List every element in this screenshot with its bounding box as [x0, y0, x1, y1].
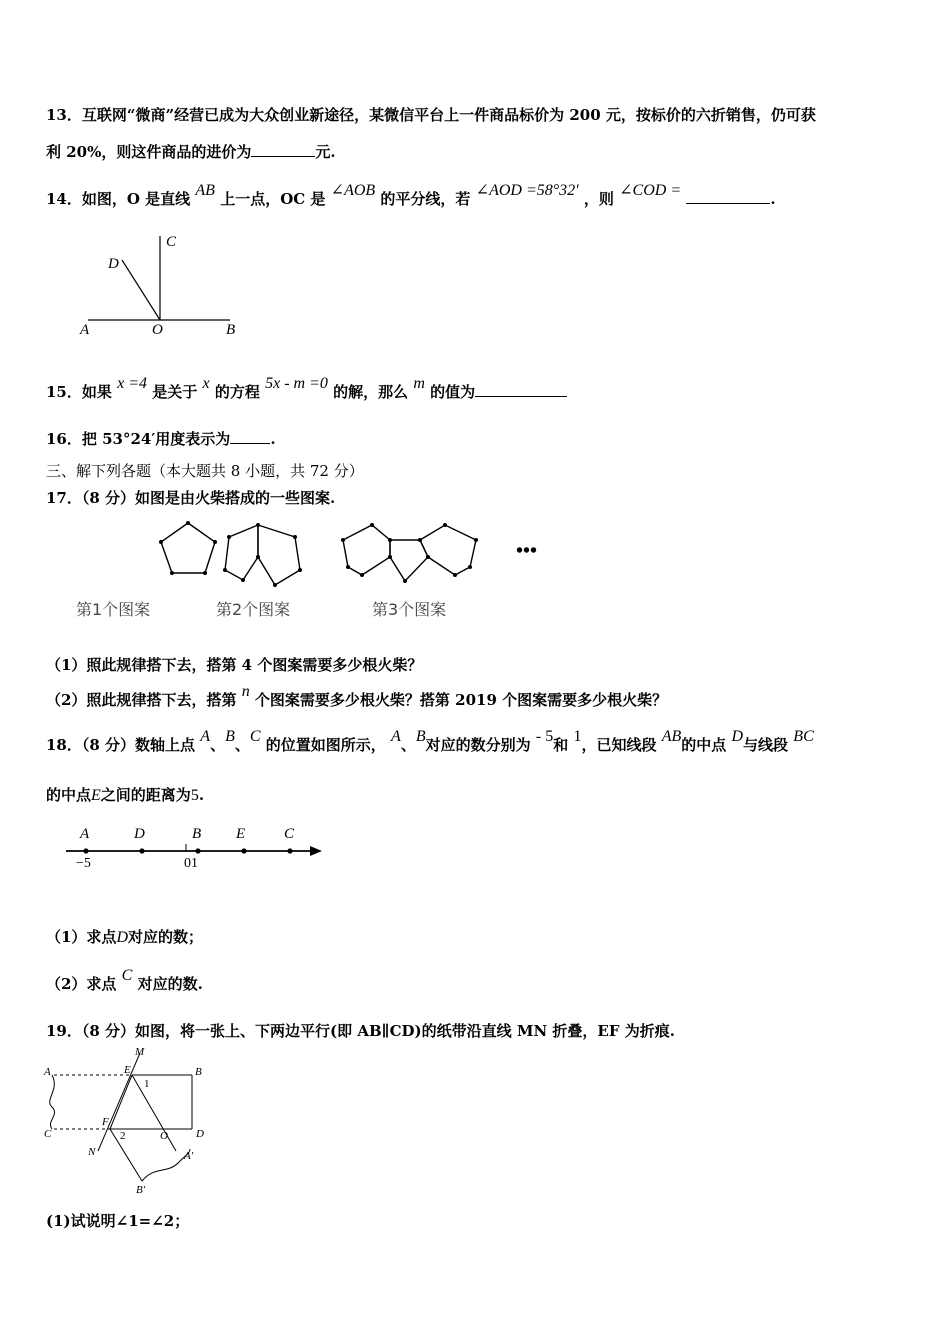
fig14-label-D: D: [108, 256, 119, 272]
q18-math-A2: A: [391, 728, 401, 745]
q13-line2: [46, 141, 336, 162]
q13-answer-blank: [251, 142, 315, 157]
q17-sub2-text-2: 个图案需要多少根火柴？搭第 2019 个图案需要多少根火柴？: [254, 691, 668, 709]
fig18-label-E: E: [236, 826, 246, 842]
fig19-label-M: M: [135, 1046, 145, 1058]
fig19-label-A-prime: A′: [184, 1150, 194, 1162]
q14-end: .: [770, 190, 776, 208]
q18-math-A: A: [200, 728, 211, 745]
fig19-label-B-prime: B′: [136, 1184, 146, 1196]
q18-sub2-text-2: 对应的数.: [137, 975, 203, 993]
q18-math-C: C: [249, 728, 261, 745]
q17-math-n: n: [241, 683, 250, 700]
q16-line: [46, 428, 276, 449]
fig19-label-B: B: [195, 1066, 202, 1078]
q18-text-7: 与线段: [743, 736, 789, 754]
q18-math-one: 1: [573, 728, 582, 745]
fig19-label-1: 1: [144, 1078, 150, 1090]
q18-text-5: ，已知线段: [581, 736, 657, 754]
q14-text-1: 14．如图，O 是直线: [46, 190, 191, 208]
fig19-label-2: 2: [120, 1130, 126, 1142]
q18-text-2: 的位置如图所示，: [265, 736, 386, 754]
fig14-label-O: O: [152, 322, 163, 338]
q18-math-B2: B: [415, 728, 426, 745]
q18-text-1: 18．（8 分）数轴上点: [46, 736, 196, 754]
q18-math-BC: BC: [793, 728, 814, 745]
fig18-label-D: D: [134, 826, 145, 842]
q18-math-five: 5: [190, 787, 199, 804]
q14-text-2: 上一点，OC 是: [220, 190, 326, 208]
q18-l2-text-2: 之间的距离为: [100, 786, 191, 804]
fig19-label-O: O: [160, 1130, 168, 1142]
q17-sub1: （1）照此规律搭下去，搭第 4 个图案需要多少根火柴？: [46, 656, 423, 674]
q19-figure: [40, 1045, 220, 1195]
q18-sep-3: 、: [400, 736, 416, 754]
q18-math-B: B: [225, 728, 235, 745]
q15-math-xeq: x =4: [117, 375, 148, 392]
q18-numberline: [66, 824, 326, 874]
q13-unit: 元.: [315, 143, 336, 161]
q18-math-E: E: [91, 787, 101, 804]
q15-line: [46, 375, 567, 402]
q15-text-3: 的方程: [214, 383, 260, 401]
fig19-label-D: D: [196, 1128, 204, 1140]
q15-text-5: 的值为: [430, 383, 476, 401]
q14-text-3: 的平分线，若: [380, 190, 471, 208]
q15-math-x: x: [202, 375, 210, 392]
q15-answer-blank: [475, 382, 567, 397]
fig14-label-C: C: [166, 234, 177, 250]
fig14-label-A: A: [80, 322, 90, 338]
q16-text: 16．把 53°24′用度表示为: [46, 430, 231, 448]
fig18-tick-01: 01: [184, 856, 198, 871]
q19-intro: 19．（8 分）如图，将一张上、下两边平行(即 AB∥CD)的纸带沿直线 MN 折叠，EF 为折痕.: [46, 1022, 675, 1040]
q18-sub1-text-2: 对应的数；: [128, 928, 204, 946]
q14-math-ab: AB: [195, 182, 215, 199]
q17-sub2: [46, 683, 668, 710]
fig19-label-C: C: [44, 1128, 52, 1140]
q16-end: .: [270, 430, 276, 448]
q18-sep-1: 、: [210, 736, 226, 754]
q15-text-4: 的解，那么: [333, 383, 409, 401]
q13-line1: 13．互联网“微商”经营已成为大众创业新途径，某微信平台上一件商品标价为 200 元，按标价的六折销售，仍可获: [46, 106, 816, 124]
section3-title: 三、解下列各题（本大题共 8 小题，共 72 分）: [46, 462, 364, 480]
fig18-label-B: B: [192, 826, 202, 842]
q17-intro: 17．（8 分）如图是由火柴搭成的一些图案.: [46, 489, 336, 507]
q13-line2-text: 利 20%，则这件商品的进价为: [46, 143, 252, 161]
q15-text-1: 15．如果: [46, 383, 112, 401]
q14-math-cod: ∠COD =: [619, 182, 682, 199]
q18-text-6: 的中点: [681, 736, 727, 754]
q15-math-eq: 5x - m =0: [265, 375, 328, 392]
q18-sub2-math-C: C: [121, 967, 133, 984]
fig19-label-F: F: [102, 1116, 109, 1128]
q18-text-4: 和: [553, 736, 569, 754]
q17-sub2-text-1: （2）照此规律搭下去，搭第: [46, 691, 237, 709]
q18-sub1-math-D: D: [116, 929, 128, 946]
q18-math-D: D: [731, 728, 744, 745]
fig19-label-A: A: [44, 1066, 51, 1078]
q16-answer-blank: [230, 429, 270, 444]
q18-math-AB: AB: [661, 728, 682, 745]
q14-math-aob: ∠AOB: [330, 182, 376, 199]
q15-math-m: m: [413, 375, 425, 392]
fig18-tick-neg5: −5: [76, 856, 91, 871]
q14-text-4: ，则: [583, 190, 614, 208]
fig19-label-N: N: [88, 1146, 96, 1158]
q18-line1: [46, 728, 814, 755]
q18-l2-text-1: 的中点: [46, 786, 92, 804]
fig18-label-A: A: [80, 826, 90, 842]
q18-l2-end: .: [198, 786, 205, 804]
q14-answer-blank: [686, 189, 770, 204]
q18-sub1-text-1: （1）求点: [46, 928, 117, 946]
q14-figure: [78, 230, 248, 340]
q18-line2: [46, 784, 204, 805]
q14-math-aod: ∠AOD =58°32′: [475, 182, 579, 199]
fig17-caption-3: 第3个图案: [372, 600, 447, 619]
q18-sep-2: 、: [234, 736, 250, 754]
q15-text-2: 是关于: [152, 383, 198, 401]
fig14-label-B: B: [226, 322, 236, 338]
fig17-caption-1: 第1个图案: [76, 600, 151, 619]
fig19-label-E: E: [124, 1064, 131, 1076]
fig17-ellipsis: •••: [516, 540, 538, 562]
q17-figure: [70, 515, 560, 625]
fig17-caption-2: 第2个图案: [216, 600, 291, 619]
q14-line: [46, 182, 776, 209]
q19-sub1: (1)试说明∠1=∠2；: [46, 1212, 190, 1230]
q18-math-neg5: - 5: [535, 728, 554, 745]
q18-sub2-text-1: （2）求点: [46, 975, 117, 993]
q18-sub2: [46, 967, 203, 994]
q18-sub1: [46, 926, 203, 947]
q18-text-3: 对应的数分别为: [425, 736, 531, 754]
fig18-label-C: C: [284, 826, 295, 842]
